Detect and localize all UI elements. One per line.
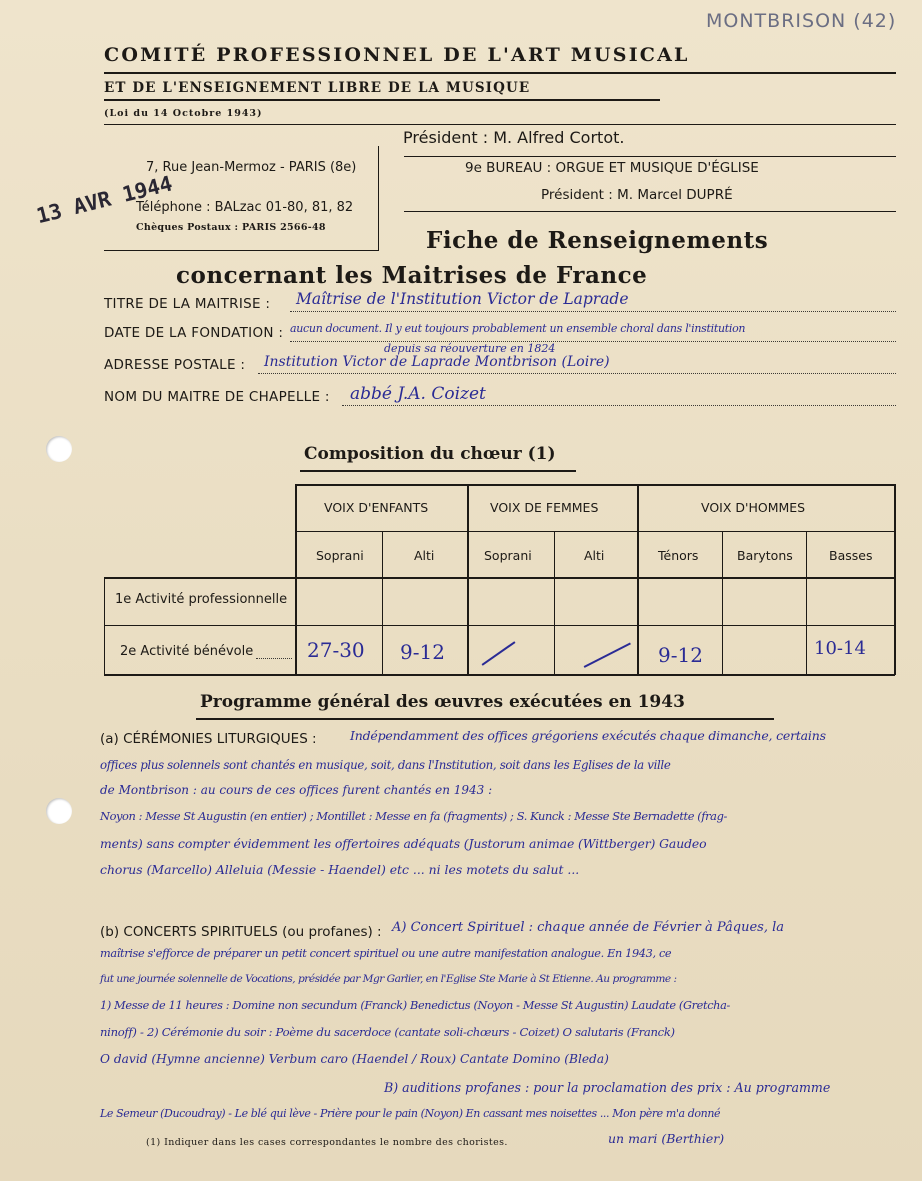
table-right-border: [894, 484, 896, 675]
value-soprani-femmes-slash: [482, 641, 516, 665]
ceremonies-text-line-1: Indépendamment des offices grégoriens exécutés chaque dimanche, certains: [350, 728, 826, 743]
concerts-text-line-8: Le Semeur (Ducoudray) - Le blé qui lève - Prière pour le pain (Noyon) En cassant mes noisettes ... Mon père m'a donné: [100, 1107, 721, 1120]
value-tenors: 9-12: [658, 643, 703, 667]
value-alti-femmes-slash: [584, 642, 631, 667]
table-label-divider: [295, 484, 297, 675]
row-label-dots: [256, 658, 292, 659]
table-group-div-1: [467, 484, 469, 675]
concerts-text-line-2: maîtrise s'efforce de préparer un petit concert spirituel ou une autre manifestation analogue. En 1943, ce: [100, 947, 672, 960]
titre-dots: [290, 311, 896, 312]
col-header-barytons: Barytons: [737, 548, 793, 563]
ceremonies-text-line-6: chorus (Marcello) Alleluia (Messie - Haendel) etc ... ni les motets du salut ...: [100, 862, 580, 877]
col-header-tenors: Ténors: [658, 548, 699, 563]
punch-hole-bottom: [46, 798, 72, 824]
table-left-border: [104, 577, 105, 675]
form-title-line-1: Fiche de Renseignements: [426, 227, 769, 254]
table-col-div-4: [806, 531, 807, 675]
table-row1-top: [104, 577, 895, 579]
law-reference: (Loi du 14 Octobre 1943): [104, 108, 263, 119]
title-rule-2: [104, 99, 660, 101]
table-row2-top: [104, 625, 895, 626]
address-line: 7, Rue Jean-Mermoz - PARIS (8e): [146, 160, 357, 175]
maitre-chapelle-label: NOM DU MAITRE DE CHAPELLE :: [104, 389, 330, 405]
date-fondation-value: aucun document. Il y eut toujours probablement un ensemble choral dans l'institution: [290, 322, 746, 335]
col-header-basses: Basses: [829, 548, 873, 563]
value-alti-enfants: 9-12: [400, 640, 445, 664]
col-header-alti-enfants: Alti: [414, 548, 435, 563]
ceremonies-label: (a) CÉRÉMONIES LITURGIQUES :: [100, 731, 317, 747]
choeur-title: Composition du chœur (1): [304, 444, 556, 464]
titre-value: Maîtrise de l'Institution Victor de Laprade: [296, 290, 629, 308]
cheques-line: Chèques Postaux : PARIS 2566-48: [136, 222, 326, 233]
table-group-div-2: [637, 484, 639, 675]
title-rule-1: [104, 72, 896, 74]
concerts-label: (b) CONCERTS SPIRITUELS (ou profanes) :: [100, 924, 382, 940]
adresse-value: Institution Victor de Laprade Montbrison (Loire): [264, 354, 610, 370]
concerts-text-line-6: O david (Hymne ancienne) Verbum caro (Haendel / Roux) Cantate Domino (Bleda): [100, 1052, 609, 1066]
archive-note: MONTBRISON (42): [706, 10, 897, 32]
bureau-box-bottom-border: [404, 211, 896, 212]
value-basses: 10-14: [814, 638, 866, 659]
ceremonies-text-line-2: offices plus solennels sont chantés en musique, soit, dans l'Institution, soit dans les Eglises de la ville: [100, 758, 671, 772]
adresse-label: ADRESSE POSTALE :: [104, 357, 246, 373]
table-col-div-3: [722, 531, 723, 675]
bureau-president: Président : M. Marcel DUPRÉ: [541, 187, 733, 203]
footnote: (1) Indiquer dans les cases correspondantes le nombre des choristes.: [146, 1137, 508, 1148]
date-stamp: 13 AVR 1944: [34, 171, 175, 229]
col-header-soprani-femmes: Soprani: [484, 548, 532, 563]
table-top: [295, 484, 895, 486]
titre-label: TITRE DE LA MAITRISE :: [104, 296, 271, 312]
group-header-hommes: VOIX D'HOMMES: [701, 500, 806, 515]
concerts-text-line-3: fut une journée solennelle de Vocations, présidée par Mgr Garlier, en l'Eglise Ste Marie à St Etienne. Au programme :: [100, 973, 677, 985]
value-soprani-enfants: 27-30: [307, 638, 365, 662]
programme-title: Programme général des œuvres exécutées en 1943: [200, 692, 685, 712]
concerts-text-line-4: 1) Messe de 11 heures : Domine non secundum (Franck) Benedictus (Noyon - Messe St Augustin) Laudate (Gretcha-: [100, 999, 730, 1012]
adresse-dots: [258, 373, 896, 374]
committee-subtitle: ET DE L'ENSEIGNEMENT LIBRE DE LA MUSIQUE: [104, 80, 531, 96]
group-header-femmes: VOIX DE FEMMES: [490, 500, 599, 515]
table-col-div-1: [382, 531, 383, 675]
nom-dots: [342, 405, 896, 406]
address-box-bottom-border: [104, 250, 379, 251]
ceremonies-text-line-5: ments) sans compter évidemment les offertoires adéquats (Justorum animae (Wittberger) Gaudeo: [100, 836, 707, 851]
table-group-rule: [295, 531, 895, 532]
header-rule: [104, 124, 896, 125]
phone-line: Téléphone : BALzac 01-80, 81, 82: [136, 200, 354, 215]
col-header-soprani-enfants: Soprani: [316, 548, 364, 563]
bureau-box-top-border: [404, 156, 896, 157]
concerts-text-line-1: A) Concert Spirituel : chaque année de Février à Pâques, la: [392, 920, 785, 935]
president-line: Président : M. Alfred Cortot.: [403, 128, 625, 147]
punch-hole-top: [46, 436, 72, 462]
ceremonies-text-line-3: de Montbrison : au cours de ces offices furent chantés en 1943 :: [100, 783, 493, 797]
group-header-enfants: VOIX D'ENFANTS: [324, 500, 429, 515]
concerts-text-line-7: B) auditions profanes : pour la proclamation des prix : Au programme: [384, 1080, 831, 1095]
date-fondation-value-2: depuis sa réouverture en 1824: [384, 342, 556, 355]
concerts-text-line-5: ninoff) - 2) Cérémonie du soir : Poème du sacerdoce (cantate soli-chœurs - Coizet) O salutaris (Franck): [100, 1025, 675, 1039]
table-col-div-2: [554, 531, 555, 675]
concerts-text-line-9: un mari (Berthier): [608, 1131, 725, 1146]
maitre-chapelle-value: abbé J.A. Coizet: [350, 384, 486, 404]
col-header-alti-femmes: Alti: [584, 548, 605, 563]
date-dots: [290, 341, 896, 342]
form-title-line-2: concernant les Maitrises de France: [176, 262, 648, 289]
row-label-professionnelle: 1e Activité professionnelle: [115, 592, 288, 607]
committee-title: COMITÉ PROFESSIONNEL DE L'ART MUSICAL: [104, 44, 690, 66]
bureau-line: 9e BUREAU : ORGUE ET MUSIQUE D'ÉGLISE: [465, 160, 759, 176]
row-label-benevole: 2e Activité bénévole: [120, 644, 254, 659]
date-fondation-label: DATE DE LA FONDATION :: [104, 325, 284, 341]
ceremonies-text-line-4: Noyon : Messe St Augustin (en entier) ; Montillet : Messe en fa (fragments) ; S. Kunck : Messe Ste Bernadette (frag-: [100, 809, 727, 823]
table-bottom: [104, 674, 895, 676]
address-box-right-border: [378, 146, 379, 250]
choeur-title-underline: [300, 470, 576, 472]
programme-title-underline: [196, 718, 774, 720]
